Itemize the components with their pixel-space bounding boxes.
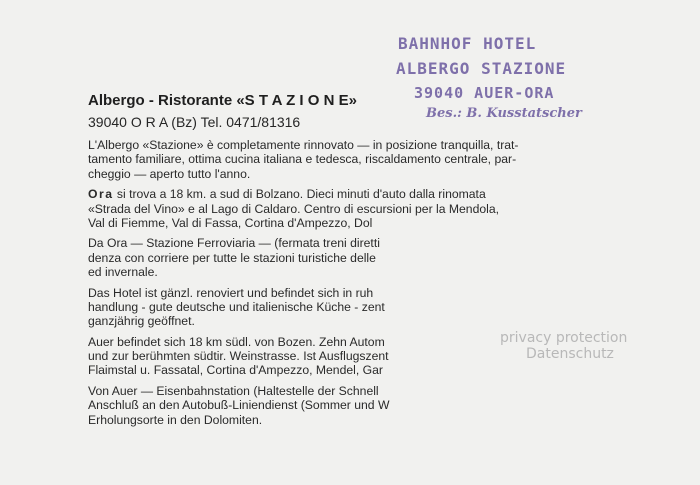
text-line: «Strada del Vino» e al Lago di Caldaro. Centro di escursioni per la Mendola, xyxy=(88,201,500,216)
text-line: Val di Fiemme, Val di Fassa, Cortina d'Ampezzo, Dol xyxy=(88,215,373,230)
paragraph-german-2 xyxy=(88,335,450,378)
town-name-bold: Ora xyxy=(88,187,114,202)
text-line: Erholungsorte in den Dolomiten. xyxy=(88,412,263,427)
text-line: Anschluß an den Autobuß-Liniendienst (Sommer und W xyxy=(88,398,390,413)
paragraph-german-3 xyxy=(88,384,450,427)
text-line: cheggio — aperto tutto l'anno. xyxy=(88,166,251,181)
description-text xyxy=(88,138,688,433)
stamp-line-postcode: 39040 AUER-ORA xyxy=(414,84,555,102)
paragraph-italian-2 xyxy=(88,187,688,230)
watermark-line-datenschutz: Datenschutz xyxy=(526,346,614,362)
text-line: ed invernale. xyxy=(88,265,158,280)
watermark-line-privacy: privacy protection xyxy=(500,330,628,346)
stamp-line-albergo: ALBERGO STAZIONE xyxy=(396,59,567,78)
paragraph-german-1 xyxy=(88,286,450,329)
text-line xyxy=(88,187,688,201)
text-line: und zur berühmten südtir. Weinstrasse. Ist Ausflugszent xyxy=(88,349,389,364)
text-line: tamento familiare, ottima cucina italiana e tedesca, riscaldamento centrale, par- xyxy=(88,152,517,167)
text-fragment: si trova a 18 km. a sud di Bolzano. Dieci minuti d'auto dalla rinomata xyxy=(113,187,486,202)
stamp-line-owner: Bes.: B. Kusstatscher xyxy=(426,106,582,121)
page-title: Albergo - Ristorante «S T A Z I O N E» xyxy=(88,92,357,109)
text-line: Da Ora — Stazione Ferroviaria — (fermata treni diretti xyxy=(88,236,380,251)
stamp-line-hotel-name: BAHNHOF HOTEL xyxy=(398,34,537,53)
paragraph-italian-1 xyxy=(88,138,688,181)
text-line: Flaimstal u. Fassatal, Cortina d'Ampezzo, Mendel, Gar xyxy=(88,363,383,378)
paragraph-italian-3 xyxy=(88,236,450,279)
text-line: L'Albergo «Stazione» è completamente rinnovato — in posizione tranquilla, trat- xyxy=(88,138,519,152)
privacy-watermark xyxy=(500,330,650,362)
text-line: Das Hotel ist gänzl. renoviert und befindet sich in ruh xyxy=(88,285,374,300)
text-line: Von Auer — Eisenbahnstation (Haltestelle der Schnell xyxy=(88,383,379,398)
text-line: ganzjährig geöffnet. xyxy=(88,314,195,329)
text-line: handlung - gute deutsche und italienische Küche - zent xyxy=(88,299,385,314)
text-line: denza con corriere per tutte le stazioni turistiche delle xyxy=(88,250,376,265)
text-line: Auer befindet sich 18 km südl. von Bozen. Zehn Autom xyxy=(88,334,385,349)
address-line: 39040 O R A (Bz) Tel. 0471/81316 xyxy=(88,114,301,130)
